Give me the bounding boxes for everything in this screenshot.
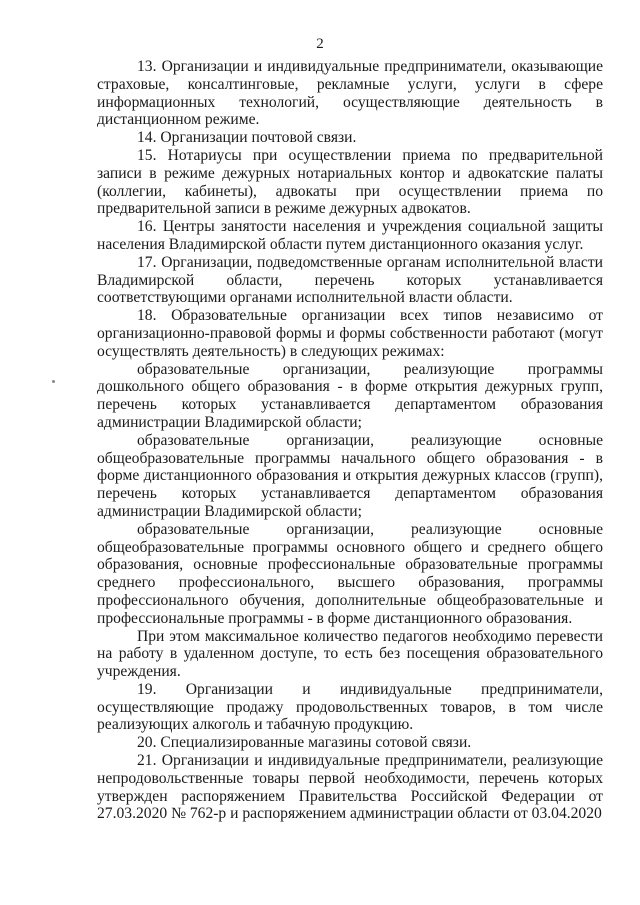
paragraph-18-preschool: образовательные организации, реализующие программы дошкольного общего образования - в форме открытия дежурных групп, перечень которых устанавливается департаментом образования администрации Владимирской области;: [97, 360, 603, 431]
paragraph-21: 21. Организации и индивидуальные предприниматели, реализующие непродовольственные товары первой необходимости, перечень которых утвержден распоряжением Правительства Российской Федерации от 27.03.2020 № 762-р и распоряжением администрации области от 03.04.2020: [97, 752, 603, 823]
paragraph-19: 19. Организации и индивидуальные предприниматели, осуществляющие продажу продовольственных товаров, в том числе реализующих алкоголь и табачную продукцию.: [97, 680, 603, 734]
paragraph-16: 16. Центры занятости населения и учреждения социальной защиты населения Владимирской области путем дистанционного оказания услуг.: [97, 218, 603, 253]
paragraph-13: 13. Организации и индивидуальные предприниматели, оказывающие страховые, консалтинговые, рекламные услуги, услуги в сфере информационных технологий, осуществляющие деятельность в дистанционном режиме.: [97, 58, 603, 129]
paragraph-17: 17. Организации, подведомственные органам исполнительной власти Владимирской области, перечень которых устанавливается соответствующими органами исполнительной власти области.: [97, 253, 603, 307]
paragraph-teachers-remote: При этом максимальное количество педагогов необходимо перевести на работу в удаленном доступе, то есть без посещения образовательного учреждения.: [97, 627, 603, 681]
page-number: 2: [316, 36, 324, 52]
document-body: [97, 58, 603, 823]
paragraph-14: 14. Организации почтовой связи.: [137, 129, 357, 147]
scan-speck-mark: [52, 380, 55, 383]
paragraph-20: 20. Специализированные магазины сотовой связи.: [137, 734, 472, 752]
paragraph-18-primary: образовательные организации, реализующие основные общеобразовательные программы начального общего образования - в форме дистанционного образования и открытия дежурных классов (групп), перечень которых устанавливается департаментом образования администрации Владимирской области;: [97, 431, 603, 520]
paragraph-18-secondary: образовательные организации, реализующие основные общеобразовательные программы основного общего и среднего общего образования, основные профессиональные образовательные программы среднего профессионального, высшего образования, программы профессионального обучения, дополнительные общеобразовательные и профессиональные программы - в форме дистанционного образования.: [97, 520, 603, 627]
paragraph-18: 18. Образовательные организации всех типов независимо от организационно-правовой формы и формы собственности работают (могут осуществлять деятельность) в следующих режимах:: [97, 307, 603, 360]
paragraph-15: 15. Нотариусы при осуществлении приема по предварительной записи в режиме дежурных нотариальных контор и адвокатские палаты (коллегии, кабинеты), адвокаты при осуществлении приема по предварительной записи в режиме дежурных адвокатов.: [97, 146, 603, 218]
